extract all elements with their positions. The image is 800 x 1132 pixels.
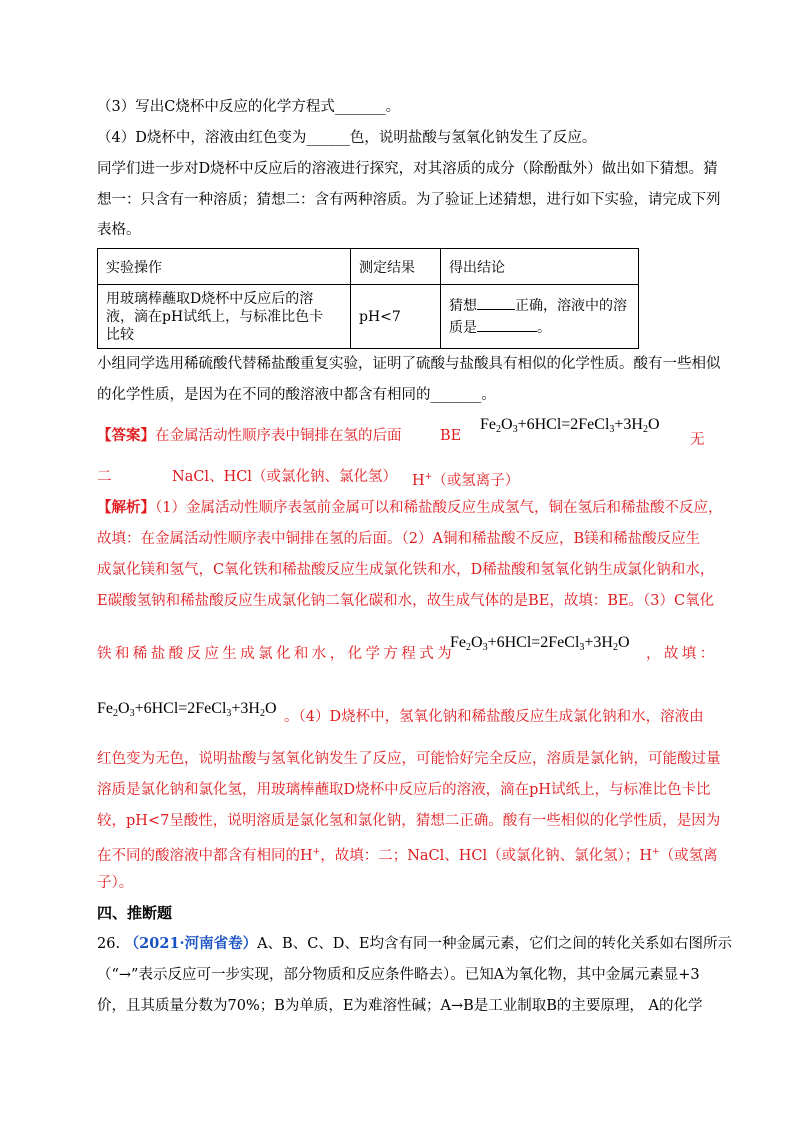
answer-label: 【答案】: [97, 427, 155, 444]
question-26-line-1: 26. （2021·河南省卷）A、B、C、D、E均含有同一种金属元素，它们之间的转化关系如右图所示: [97, 935, 733, 952]
analysis-line-8: 溶质是氯化钠和氯化氢，用玻璃棒蘸取D烧杯中反应后的溶液，滴在pH试纸上，与标准比色卡比: [97, 782, 711, 798]
operation-line-3: 比较: [106, 326, 134, 343]
operation-line-2: 液，滴在pH试纸上，与标准比色卡: [106, 308, 324, 325]
analysis-line-3: 成氯化镁和氢气，C氧化铁和稀盐酸反应生成氯化铁和水，D稀盐酸和氢氧化钠生成氯化钠和水，: [97, 562, 715, 578]
paragraph-2-line-1: 小组同学选用稀硫酸代替稀盐酸重复实验，证明了硫酸与盐酸具有相似的化学性质。酸有一些相似: [97, 356, 721, 372]
question-26-line-2: （“→”表示反应可一步实现，部分物质和反应条件略去）。已知A为氧化物，其中金属元素显+3: [97, 967, 700, 983]
guess-blank: [477, 295, 515, 310]
equation-analysis-1: $Fe_2O_3+6HCl=2FeCl_3+3H_2O$: [450, 634, 630, 653]
table-header-row: [98, 249, 639, 285]
section-heading: 四、推断题: [97, 904, 173, 922]
analysis-label: 【解析】: [97, 499, 155, 516]
answer-line-1: 【答案】在金属活动性顺序表中铜排在氢的后面: [97, 427, 402, 444]
answer-solutes: NaCl、HCl（或氯化钠、氯化氢）: [172, 469, 397, 485]
table-header-operation: 实验操作: [98, 249, 351, 285]
table-cell-conclusion: 猜想 正确，溶液中的溶 质是 。: [441, 285, 639, 349]
question-source: （2021·河南省卷）: [124, 935, 258, 952]
paragraph-1-line-2: 想一：只含有一种溶质；猜想二：含有两种溶质。为了验证上述猜想，进行如下实验，请完成下列: [97, 192, 721, 208]
analysis-line-9: 较，pH<7呈酸性，说明溶质是氯化氢和氯化钠，猜想二正确。酸有一些相似的化学性质，是因为: [97, 813, 721, 829]
table-header-result: 测定结果: [351, 249, 441, 285]
paragraph-1-line-3: 表格。: [97, 222, 141, 238]
analysis-line-5-end: ，故填：: [646, 646, 718, 662]
table-cell-operation: [98, 285, 351, 349]
experiment-table: [97, 248, 639, 349]
analysis-line-6: 。（4）D烧杯中，氢氧化钠和稀盐酸反应生成氯化钠和水，溶液由: [284, 709, 704, 725]
table-cell-result: pH<7: [351, 285, 441, 349]
answer-ion: H+（或氢离子）: [412, 472, 520, 489]
analysis-line-2: 故填：在金属活动性顺序表中铜排在氢的后面。（2）A铜和稀盐酸不反应，B镁和稀盐酸反应生: [97, 531, 701, 547]
analysis-line-10: 在不同的酸溶液中都含有相同的H+，故填：二；NaCl、HCl（或氯化钠、氯化氢）；H+（或氢离: [97, 847, 718, 864]
analysis-line-4: E碳酸氢钠和稀盐酸反应生成氯化钠二氧化碳和水，故生成气体的是BE，故填：BE。（3）C氧化: [97, 593, 715, 609]
question-26-line-3: 价，且其质量分数为70%；B为单质，E为难溶性碱；A→B是工业制取B的主要原理， A的化学: [97, 998, 703, 1014]
analysis-line-1: 【解析】（1）金属活动性顺序表氢前金属可以和稀盐酸反应生成氢气，铜在氢后和稀盐酸不反应，: [97, 499, 723, 516]
paragraph-1-line-1: 同学们进一步对D烧杯中反应后的溶液进行探究，对其溶质的成分（除酚酞外）做出如下猜想。猜: [97, 161, 718, 177]
question-number: 26.: [97, 936, 121, 952]
equation-analysis-2: $Fe_2O_3+6HCl=2FeCl_3+3H_2O$: [97, 700, 277, 719]
answer-wu: 无: [690, 432, 705, 448]
analysis-line-5: 铁和稀盐酸反应生成氯化和水，化学方程式为: [97, 646, 455, 662]
answer-er: 二: [97, 469, 112, 485]
operation-line-1: 用玻璃棒蘸取D烧杯中反应后的溶: [106, 290, 314, 307]
table-header-conclusion: 得出结论: [441, 249, 639, 285]
analysis-line-11: 子）。: [97, 875, 134, 891]
question-4: （4）D烧杯中，溶液由红色变为______色，说明盐酸与氢氧化钠发生了反应。: [97, 130, 597, 146]
paragraph-2-line-2: 的化学性质，是因为在不同的酸溶液中都含有相同的_______。: [97, 387, 496, 403]
answer-be: BE: [440, 428, 462, 444]
table-row: [98, 285, 639, 349]
equation-answer: $Fe_2O_3+6HCl=2FeCl_3+3H_2O$: [480, 416, 660, 435]
solute-blank: [477, 317, 537, 332]
analysis-line-7: 红色变为无色，说明盐酸与氢氧化钠发生了反应，可能恰好完全反应，溶质是氯化钠，可能酸过量: [97, 751, 721, 767]
question-3: （3）写出C烧杯中反应的化学方程式_______。: [97, 99, 401, 115]
